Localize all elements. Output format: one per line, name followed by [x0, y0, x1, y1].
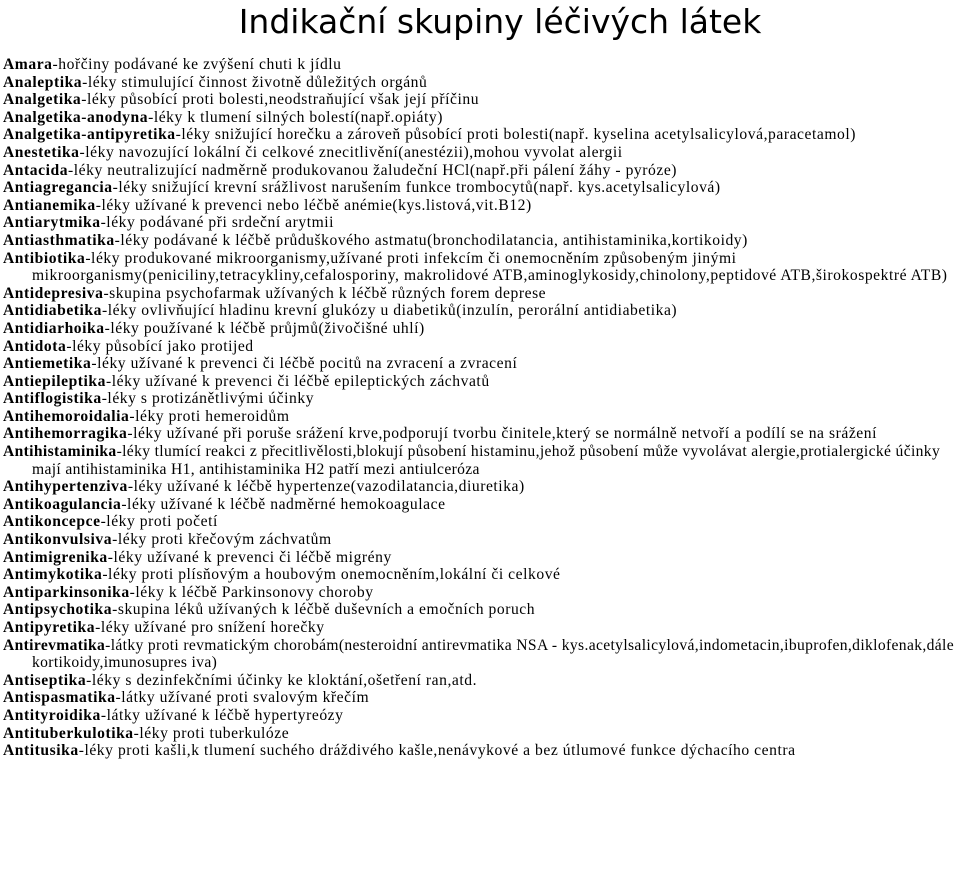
drug-group-term: Antikoncepce — [3, 513, 101, 531]
drug-group-term: Antidiarhoika — [3, 319, 105, 337]
list-item — [3, 197, 958, 215]
drug-group-term: Antihypertenziva — [3, 478, 128, 496]
drug-group-term: Antiemetika — [3, 355, 92, 373]
list-item — [3, 531, 958, 549]
drug-group-description: -léky užívané k léčbě hypertenze(vazodilatancia,diuretika) — [127, 478, 525, 496]
drug-group-list — [3, 56, 958, 760]
drug-group-term: Antiepileptika — [3, 372, 107, 390]
drug-group-description: -léky produkované mikroorganismy,užívané proti infekcím či onemocněním způsobeným jinými mikroorganismy(peniciliny,tetracykliny,cefalosporiny, makrolidové ATB,aminoglykosidy,chinolony,peptidové ATB,širokospektré ATB) — [32, 249, 948, 285]
list-item — [3, 725, 958, 743]
drug-group-term: Antihemoroidalia — [3, 407, 130, 425]
list-item — [3, 338, 958, 356]
list-item — [3, 214, 958, 232]
drug-group-description: -léky s protizánětlivými účinky — [101, 390, 315, 408]
drug-group-term: Antibiotika — [3, 249, 86, 267]
list-item — [3, 144, 958, 162]
drug-group-term: Antituberkulotika — [3, 724, 134, 742]
drug-group-term: Antimigrenika — [3, 548, 108, 566]
list-item — [3, 74, 958, 92]
drug-group-term: Antikoagulancia — [3, 495, 122, 513]
list-item — [3, 443, 958, 478]
list-item — [3, 425, 958, 443]
list-item — [3, 707, 958, 725]
drug-group-description: -léky užívané k prevenci či léčbě epileptických záchvatů — [106, 372, 490, 390]
drug-group-term: Antispasmatika — [3, 689, 116, 707]
drug-group-description: -léky proti tuberkulóze — [133, 724, 290, 742]
drug-group-term: Analgetika-anodyna — [3, 108, 149, 126]
list-item — [3, 742, 958, 760]
drug-group-description: -léky navozující lokální či celkové znecitlivění(anestézii),mohou vyvolat alergii — [79, 143, 623, 161]
drug-group-term: Antihemorragika — [3, 425, 128, 443]
list-item — [3, 390, 958, 408]
drug-group-term: Antiflogistika — [3, 390, 102, 408]
drug-group-term: Antitusika — [3, 742, 79, 760]
drug-group-description: -léky podávané při srdeční arytmii — [100, 214, 335, 232]
drug-group-description: -léky ovlivňující hladinu krevní glukózy u diabetiků(inzulín, perorální antidiabetika) — [102, 302, 678, 320]
drug-group-description: -léky působící proti bolesti,neodstraňující však její příčinu — [81, 91, 480, 109]
list-item — [3, 672, 958, 690]
list-item — [3, 126, 958, 144]
drug-group-description: -léky užívané k prevenci či léčbě migrény — [107, 548, 392, 566]
list-item — [3, 232, 958, 250]
drug-group-description: -léky působící jako protijed — [66, 337, 254, 355]
drug-group-term: Analgetika — [3, 91, 82, 109]
drug-group-term: Antihistaminika — [3, 443, 117, 461]
drug-group-description: -skupina psychofarmak užívaných k léčbě různých forem deprese — [103, 284, 547, 302]
page-title: Indikační skupiny léčivých látek — [238, 2, 762, 41]
list-item — [3, 109, 958, 127]
drug-group-description: -léky podávané k léčbě průduškového astmatu(bronchodilatancia, antihistaminika,kortikoidy) — [114, 231, 748, 249]
drug-group-description: -látky užívané k léčbě hypertyreózy — [100, 706, 344, 724]
drug-group-description: -léky tlumící reakci z přecitlivělosti,blokují působení histaminu,jehož působení může vyvolávat alergie,protialergické účinky mají antihistaminika H1, antihistaminika H2 patří mezi antiulceróza — [32, 443, 941, 478]
drug-group-description: -léky proti kašli,k tlumení suchého dráždivého kašle,nenávykové a bez útlumové funkce dýchacího centra — [78, 742, 796, 760]
drug-group-term: Antipsychotika — [3, 601, 113, 619]
drug-group-description: -skupina léků užívaných k léčbě duševních a emočních poruch — [112, 601, 536, 619]
drug-group-description: -léky používané k léčbě průjmů(živočišné uhlí) — [104, 319, 425, 337]
drug-group-description: -látky užívané proti svalovým křečím — [115, 689, 370, 707]
drug-group-description: -léky neutralizující nadměrně produkovanou žaludeční HCl(např.při pálení žáhy - pyróze) — [68, 161, 678, 179]
drug-group-term: Antiagregancia — [3, 179, 113, 197]
list-item — [3, 549, 958, 567]
drug-group-term: Antidota — [3, 337, 67, 355]
list-item — [3, 162, 958, 180]
drug-group-description: -léky snižující krevní srážlivost narušením funkce trombocytů(např. kys.acetylsalicylová) — [112, 179, 721, 197]
drug-group-description: -léky užívané k prevenci či léčbě pocitů na zvracení a zvracení — [91, 355, 518, 373]
drug-group-description: -léky k tlumení silných bolestí(např.opiáty) — [148, 108, 443, 126]
drug-group-description: -látky proti revmatickým chorobám(nesteroidní antirevmatika NSA - kys.acetylsalicylová,indometacin,ibuprofen,diklofenak,dále kortikoidy,imunosupres iva) — [32, 636, 954, 672]
list-item — [3, 285, 958, 303]
list-item — [3, 566, 958, 584]
drug-group-description: -léky s dezinfekčními účinky ke kloktání,ošetření ran,atd. — [86, 671, 478, 689]
drug-group-term: Antiparkinsonika — [3, 583, 130, 601]
list-item — [3, 179, 958, 197]
drug-group-term: Antiasthmatika — [3, 231, 115, 249]
drug-group-term: Antikonvulsiva — [3, 531, 113, 549]
drug-group-description: -léky užívané k léčbě nadměrné hemokoagulace — [121, 495, 446, 513]
list-item — [3, 689, 958, 707]
list-item — [3, 373, 958, 391]
drug-group-term: Antiseptika — [3, 671, 87, 689]
drug-group-description: -léky k léčbě Parkinsonovy choroby — [129, 583, 374, 601]
list-item — [3, 91, 958, 109]
list-item — [3, 355, 958, 373]
drug-group-description: -léky užívané pro snížení horečky — [95, 619, 325, 636]
drug-group-description: -léky proti početí — [100, 513, 218, 531]
drug-group-term: Analgetika-antipyretika — [3, 126, 176, 144]
list-item — [3, 250, 958, 285]
drug-group-description: -hořčiny podávané ke zvýšení chuti k jídlu — [52, 56, 342, 73]
drug-group-term: Analeptika — [3, 73, 83, 91]
drug-group-term: Antimykotika — [3, 566, 103, 584]
drug-group-description: -léky proti plísňovým a houbovým onemocněním,lokální či celkové — [102, 566, 561, 584]
drug-group-description: -léky proti hemeroidům — [129, 407, 290, 425]
drug-group-term: Antidiabetika — [3, 302, 102, 320]
drug-group-description: -léky snižující horečku a zároveň působící proti bolesti(např. kyselina acetylsalicylová,paracetamol) — [175, 126, 857, 144]
drug-group-description: -léky stimulující činnost životně důležitých orgánů — [82, 73, 428, 91]
drug-group-term: Amara — [3, 56, 53, 73]
list-item — [3, 637, 958, 672]
drug-group-term: Antirevmatika — [3, 636, 106, 654]
drug-group-description: -léky užívané při poruše srážení krve,podporují tvorbu činitele,který se normálně netvoří a podílí se na srážení — [127, 425, 877, 443]
list-item — [3, 513, 958, 531]
list-item — [3, 320, 958, 338]
list-item — [3, 56, 958, 74]
drug-group-term: Anestetika — [3, 143, 80, 161]
list-item — [3, 619, 958, 637]
list-item — [3, 601, 958, 619]
drug-group-term: Antianemika — [3, 196, 96, 214]
list-item — [3, 478, 958, 496]
list-item — [3, 302, 958, 320]
drug-group-term: Antacida — [3, 161, 69, 179]
drug-group-term: Antityroidika — [3, 706, 101, 724]
drug-group-description: -léky proti křečovým záchvatům — [112, 531, 332, 549]
list-item — [3, 584, 958, 602]
drug-group-term: Antipyretika — [3, 619, 96, 636]
list-item — [3, 496, 958, 514]
drug-group-term: Antiarytmika — [3, 214, 101, 232]
drug-group-term: Antidepresiva — [3, 284, 104, 302]
list-item — [3, 408, 958, 426]
drug-group-description: -léky užívané k prevenci nebo léčbě anémie(kys.listová,vit.B12) — [95, 196, 532, 214]
